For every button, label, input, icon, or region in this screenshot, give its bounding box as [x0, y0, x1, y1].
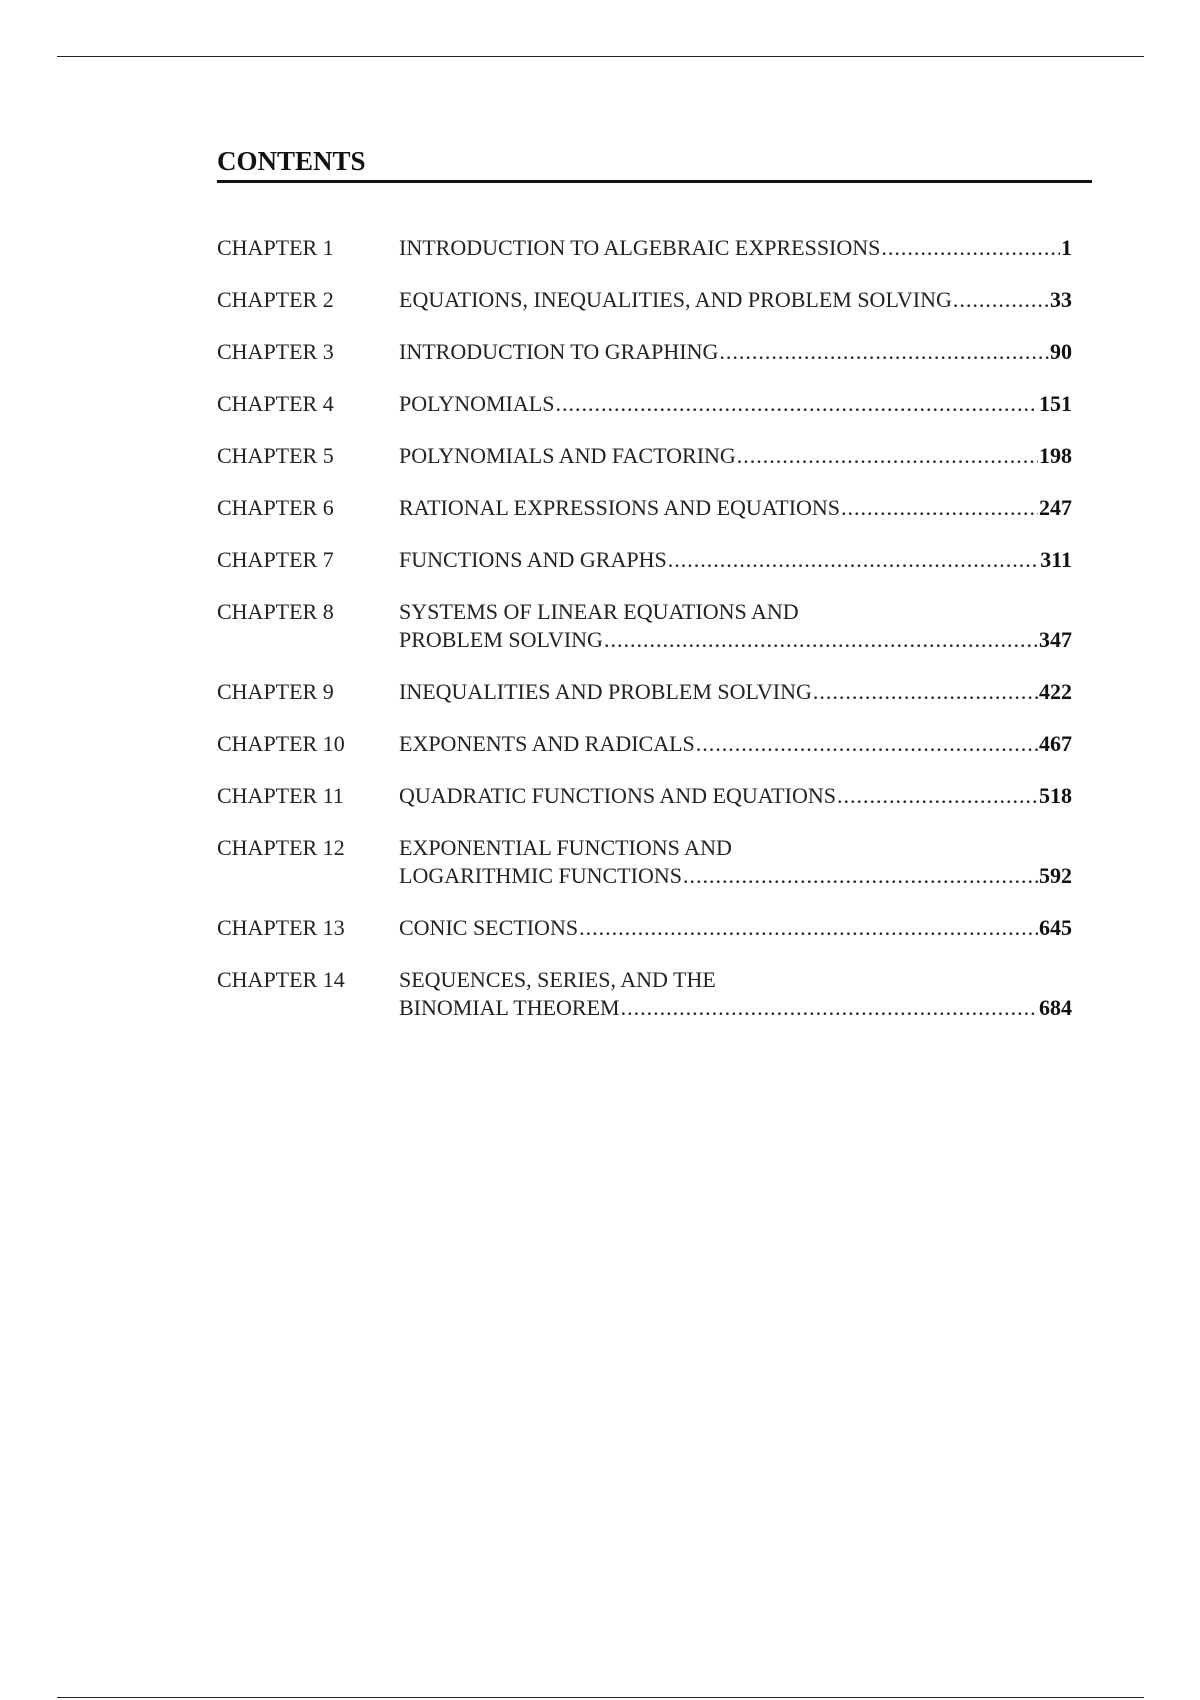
chapter-label: CHAPTER 4 — [217, 391, 334, 416]
chapter-title-line — [399, 234, 1072, 262]
chapter-title: SEQUENCES, SERIES, AND THE — [399, 967, 716, 992]
chapter-label: CHAPTER 7 — [217, 547, 334, 572]
chapter-title-line — [399, 782, 1072, 810]
chapter-entry — [399, 338, 1072, 366]
chapter-label: CHAPTER 6 — [217, 495, 334, 520]
chapter-title-line — [399, 338, 1072, 366]
chapter-title: POLYNOMIALS AND FACTORING — [399, 443, 736, 468]
table-of-contents — [217, 234, 1072, 1046]
chapter-entry — [399, 494, 1072, 522]
toc-entry[interactable] — [217, 730, 1072, 758]
chapter-label: CHAPTER 1 — [217, 235, 334, 260]
chapter-title-line — [399, 730, 1072, 758]
dot-leader — [555, 390, 1038, 418]
chapter-title-line — [399, 494, 1072, 522]
chapter-label: CHAPTER 14 — [217, 967, 345, 992]
chapter-entry — [399, 834, 1072, 890]
chapter-label: CHAPTER 11 — [217, 783, 344, 808]
chapter-entry — [399, 782, 1072, 810]
page-number: 198 — [1039, 443, 1072, 468]
chapter-label: CHAPTER 10 — [217, 731, 345, 756]
chapter-entry — [399, 678, 1072, 706]
chapter-title-line — [399, 286, 1072, 314]
chapter-title: QUADRATIC FUNCTIONS AND EQUATIONS — [399, 783, 836, 808]
page-bottom-rule — [57, 1697, 1144, 1698]
page-number: 33 — [1050, 287, 1072, 312]
toc-entry[interactable] — [217, 678, 1072, 706]
page-number: 645 — [1039, 915, 1072, 940]
toc-entry[interactable] — [217, 782, 1072, 810]
chapter-title: LOGARITHMIC FUNCTIONS — [399, 863, 682, 888]
page-number: 311 — [1040, 547, 1072, 572]
chapter-entry — [399, 598, 1072, 654]
chapter-title: SYSTEMS OF LINEAR EQUATIONS AND — [399, 599, 799, 624]
page-number: 518 — [1039, 783, 1072, 808]
page-number: 1 — [1061, 235, 1072, 260]
chapter-entry — [399, 966, 1072, 1022]
page-number: 467 — [1039, 731, 1072, 756]
chapter-label: CHAPTER 13 — [217, 915, 345, 940]
toc-entry[interactable] — [217, 834, 1072, 890]
dot-leader — [841, 494, 1038, 522]
chapter-title-line — [399, 442, 1072, 470]
chapter-title-line — [399, 994, 1072, 1022]
chapter-label: CHAPTER 8 — [217, 599, 334, 624]
dot-leader — [881, 234, 1060, 262]
chapter-title-line — [399, 546, 1072, 574]
dot-leader — [953, 286, 1049, 314]
chapter-title-line — [399, 626, 1072, 654]
chapter-title: POLYNOMIALS — [399, 391, 555, 416]
contents-title: CONTENTS — [217, 146, 366, 176]
dot-leader — [813, 678, 1038, 706]
chapter-label: CHAPTER 2 — [217, 287, 334, 312]
chapter-label: CHAPTER 12 — [217, 835, 345, 860]
toc-entry[interactable] — [217, 914, 1072, 942]
contents-title-rule — [217, 180, 1092, 183]
chapter-label: CHAPTER 9 — [217, 679, 334, 704]
dot-leader — [719, 338, 1049, 366]
toc-entry[interactable] — [217, 338, 1072, 366]
chapter-title: INTRODUCTION TO GRAPHING — [399, 339, 719, 364]
chapter-title: CONIC SECTIONS — [399, 915, 579, 940]
page-top-rule — [57, 56, 1144, 57]
chapter-title-line — [399, 862, 1072, 890]
dot-leader — [737, 442, 1038, 470]
dot-leader — [621, 994, 1038, 1022]
page-number: 684 — [1039, 995, 1072, 1020]
toc-entry[interactable] — [217, 390, 1072, 418]
dot-leader — [683, 862, 1038, 890]
toc-entry[interactable] — [217, 286, 1072, 314]
chapter-entry — [399, 442, 1072, 470]
chapter-title-line — [399, 914, 1072, 942]
chapter-entry — [399, 390, 1072, 418]
dot-leader — [604, 626, 1038, 654]
toc-entry[interactable] — [217, 598, 1072, 654]
page-number: 151 — [1039, 391, 1072, 416]
page-number: 90 — [1050, 339, 1072, 364]
page-number: 422 — [1039, 679, 1072, 704]
toc-entry[interactable] — [217, 442, 1072, 470]
chapter-title: PROBLEM SOLVING — [399, 627, 603, 652]
chapter-label: CHAPTER 3 — [217, 339, 334, 364]
chapter-entry — [399, 730, 1072, 758]
chapter-title-line — [399, 390, 1072, 418]
page-number: 592 — [1039, 863, 1072, 888]
chapter-title-line — [399, 678, 1072, 706]
chapter-title: INTRODUCTION TO ALGEBRAIC EXPRESSIONS — [399, 235, 881, 260]
chapter-title: EQUATIONS, INEQUALITIES, AND PROBLEM SOLVING — [399, 287, 952, 312]
dot-leader — [837, 782, 1038, 810]
chapter-title: EXPONENTS AND RADICALS — [399, 731, 695, 756]
chapter-title: EXPONENTIAL FUNCTIONS AND — [399, 835, 732, 860]
chapter-entry — [399, 914, 1072, 942]
chapter-title: INEQUALITIES AND PROBLEM SOLVING — [399, 679, 812, 704]
dot-leader — [668, 546, 1039, 574]
chapter-title: RATIONAL EXPRESSIONS AND EQUATIONS — [399, 495, 841, 520]
toc-entry[interactable] — [217, 546, 1072, 574]
chapter-entry — [399, 546, 1072, 574]
chapter-label: CHAPTER 5 — [217, 443, 334, 468]
dot-leader — [579, 914, 1038, 942]
chapter-entry — [399, 234, 1072, 262]
dot-leader — [696, 730, 1038, 758]
toc-entry[interactable] — [217, 234, 1072, 262]
contents-header — [217, 145, 1092, 183]
chapter-title: BINOMIAL THEOREM — [399, 995, 620, 1020]
chapter-title: FUNCTIONS AND GRAPHS — [399, 547, 667, 572]
page-number: 247 — [1039, 495, 1072, 520]
toc-entry[interactable] — [217, 966, 1072, 1022]
chapter-entry — [399, 286, 1072, 314]
page-number: 347 — [1039, 627, 1072, 652]
toc-entry[interactable] — [217, 494, 1072, 522]
